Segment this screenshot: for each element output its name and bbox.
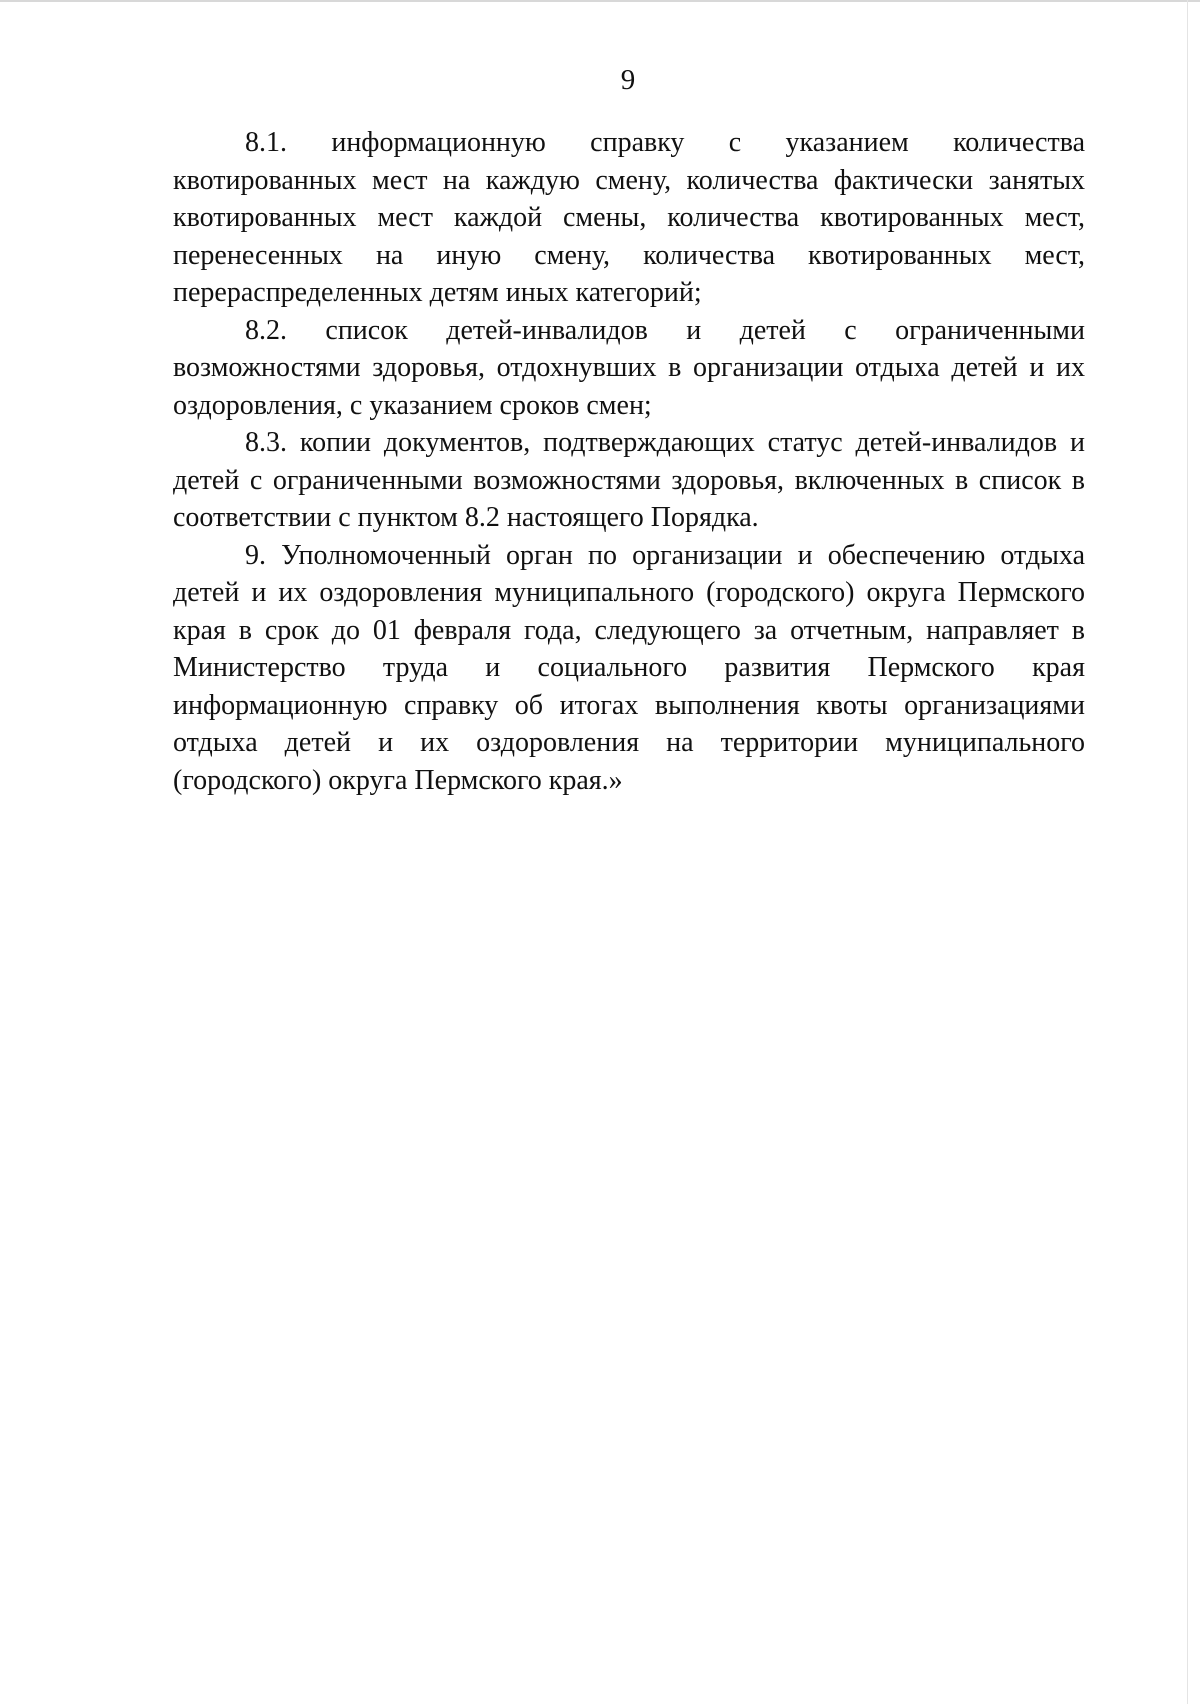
paragraph-8-2: 8.2. список детей-инвалидов и детей с ограниченными возможностями здоровья, отдохнувших в организации отдыха детей и их оздоровления, с указанием сроков смен; [173,314,1085,421]
paragraph-8-1: 8.1. информационную справку с указанием количества квотированных мест на каждую смену, количества фактически занятых квотированных мест каждой смены, количества квотированных мест, перенесенных на иную смену, количества квотированных мест, перераспределенных детям иных категорий; [173,127,1085,308]
scan-edge-right [1187,0,1188,1704]
document-body [173,124,1085,799]
paragraph-8-3: 8.3. копии документов, подтверждающих статус детей-инвалидов и детей с ограниченными возможностями здоровья, включенных в список в соответствии с пунктом 8.2 настоящего Порядка. [173,427,1085,533]
page-number: 9 [620,64,636,96]
paragraph-9: 9. Уполномоченный орган по организации и обеспечению отдыха детей и их оздоровления муниципального (городского) округа Пермского края в срок до 01 февраля года, следующего за отчетным, направляет в Министерство труда и социального развития Пермского края информационную справку об итогах выполнения квоты организациями отдыха детей и их оздоровления на территории муниципального (городского) округа Пермского края.» [173,539,1085,796]
scan-edge-top [0,0,1200,2]
